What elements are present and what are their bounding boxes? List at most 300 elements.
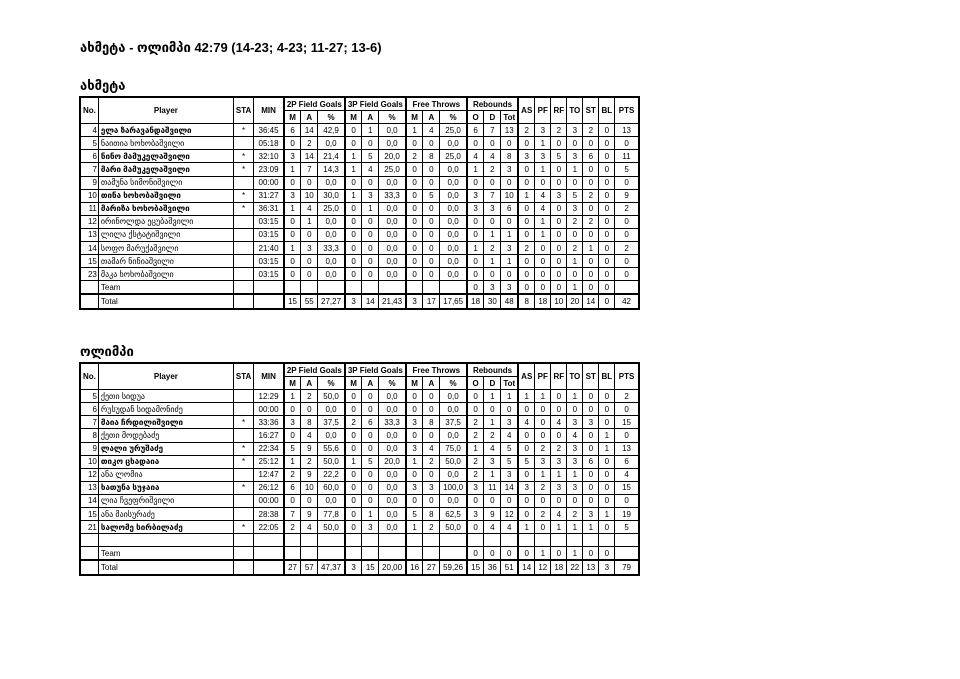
stat-rf: 4 xyxy=(551,508,567,521)
stat-to: 1 xyxy=(567,281,583,295)
stat-p2p: 0,0 xyxy=(318,215,345,228)
stat-p2p: 25,0 xyxy=(318,202,345,215)
stat-p3p: 0,0 xyxy=(379,468,406,481)
header-to: TO xyxy=(567,97,583,124)
stat-p3m: 0 xyxy=(345,255,362,268)
stat-pf: 0 xyxy=(535,176,551,189)
stat-pts: 0 xyxy=(615,215,639,228)
total-row xyxy=(80,560,639,574)
stat-bl: 0 xyxy=(599,242,615,255)
stat-rd: 0 xyxy=(484,494,501,507)
stat-fta: 0 xyxy=(423,137,440,150)
player-row xyxy=(80,124,639,137)
stat-st: 1 xyxy=(583,242,599,255)
stat-p3a: 0 xyxy=(362,390,379,403)
stat-p2m: 0 xyxy=(284,403,301,416)
stat-st: 0 xyxy=(583,176,599,189)
stat-p3p: 0,0 xyxy=(379,494,406,507)
stat-p3p: 0,0 xyxy=(379,255,406,268)
stat-p2m xyxy=(284,534,301,547)
stat-pts xyxy=(615,281,639,295)
subheader-m: M xyxy=(406,377,423,390)
stat-rd: 2 xyxy=(484,163,501,176)
stat-ro: 18 xyxy=(467,294,484,308)
player-number: 15 xyxy=(80,255,98,268)
stat-sta xyxy=(233,547,253,561)
stat-sta: * xyxy=(233,442,253,455)
stat-bl xyxy=(599,534,615,547)
stat-p3m: 0 xyxy=(345,508,362,521)
player-row xyxy=(80,163,639,176)
header-bl: BL xyxy=(599,97,615,124)
stat-rt: 0 xyxy=(501,494,518,507)
subheader-m: M xyxy=(284,111,301,124)
stat-ftm: 0 xyxy=(406,215,423,228)
stat-p3m: 0 xyxy=(345,228,362,241)
player-number: 7 xyxy=(80,416,98,429)
stat-bl: 0 xyxy=(599,294,615,308)
stat-rt: 0 xyxy=(501,176,518,189)
stat-p2a: 2 xyxy=(301,390,318,403)
player-name: Total xyxy=(98,560,233,574)
player-row xyxy=(80,268,639,281)
stat-p2p xyxy=(318,547,345,561)
stat-pts: 15 xyxy=(615,481,639,494)
player-row xyxy=(80,403,639,416)
stat-p3a: 0 xyxy=(362,242,379,255)
player-number: 6 xyxy=(80,403,98,416)
player-number: 9 xyxy=(80,442,98,455)
header-2p-field-goals: 2P Field Goals xyxy=(284,97,345,111)
stat-as: 14 xyxy=(518,560,535,574)
player-name: ირინოლდა ეცუბაშვილი xyxy=(98,215,233,228)
stat-rt: 51 xyxy=(501,560,518,574)
stat-ro: 0 xyxy=(467,521,484,534)
stat-fta: 8 xyxy=(423,416,440,429)
stat-p2a xyxy=(301,547,318,561)
stat-p3m xyxy=(345,534,362,547)
stat-pf: 0 xyxy=(535,255,551,268)
subheader-a: A xyxy=(423,111,440,124)
stat-p2m: 15 xyxy=(284,294,301,308)
stat-sta xyxy=(233,294,253,308)
stat-ftm: 0 xyxy=(406,468,423,481)
stat-to: 3 xyxy=(567,416,583,429)
stat-bl: 0 xyxy=(599,481,615,494)
stat-ftp: 75,0 xyxy=(440,442,467,455)
stat-rf: 0 xyxy=(551,176,567,189)
stat-p2m xyxy=(284,281,301,295)
stat-pf: 0 xyxy=(535,242,551,255)
stat-fta: 4 xyxy=(423,442,440,455)
stat-p3p: 0,0 xyxy=(379,228,406,241)
stat-pts: 0 xyxy=(615,429,639,442)
player-row xyxy=(80,228,639,241)
stat-bl: 1 xyxy=(599,429,615,442)
stat-pts: 0 xyxy=(615,176,639,189)
stat-p2m: 1 xyxy=(284,202,301,215)
stat-rt: 3 xyxy=(501,242,518,255)
stat-ftm: 16 xyxy=(406,560,423,574)
stat-pts: 0 xyxy=(615,137,639,150)
stat-bl: 0 xyxy=(599,228,615,241)
stat-p2a: 2 xyxy=(301,137,318,150)
stat-p3p: 0,0 xyxy=(379,390,406,403)
stat-min: 23:09 xyxy=(254,163,284,176)
subheader-pct: % xyxy=(379,377,406,390)
stat-p3p: 0,0 xyxy=(379,176,406,189)
player-name: მაია ჩრდილიშვილი xyxy=(98,416,233,429)
stat-p3p: 0,0 xyxy=(379,481,406,494)
header-min: MIN xyxy=(254,363,284,390)
header-pts: PTS xyxy=(615,97,639,124)
stat-pf: 0 xyxy=(535,403,551,416)
player-name: ელა ზარავანდაშვილი xyxy=(98,124,233,137)
stat-st: 3 xyxy=(583,508,599,521)
stat-st: 0 xyxy=(583,403,599,416)
stat-pf: 18 xyxy=(535,294,551,308)
player-name: ქეთი მოდებაძე xyxy=(98,429,233,442)
player-number: 7 xyxy=(80,163,98,176)
stat-as: 0 xyxy=(518,468,535,481)
stat-p3a: 0 xyxy=(362,137,379,150)
stat-ftp: 0,0 xyxy=(440,255,467,268)
stat-to: 3 xyxy=(567,202,583,215)
stat-p2p: 47,37 xyxy=(318,560,345,574)
player-row xyxy=(80,521,639,534)
player-row xyxy=(80,455,639,468)
stat-fta: 0 xyxy=(423,228,440,241)
stat-st: 2 xyxy=(583,124,599,137)
stat-rd: 2 xyxy=(484,429,501,442)
stat-to: 1 xyxy=(567,255,583,268)
stat-as xyxy=(518,534,535,547)
stat-p2a: 55 xyxy=(301,294,318,308)
stat-bl: 0 xyxy=(599,202,615,215)
stat-min: 03:15 xyxy=(254,268,284,281)
stat-pf: 0 xyxy=(535,268,551,281)
subheader-pct: % xyxy=(440,111,467,124)
stat-to: 1 xyxy=(567,468,583,481)
stat-pts: 0 xyxy=(615,494,639,507)
stat-p2a: 14 xyxy=(301,124,318,137)
stat-pts xyxy=(615,547,639,561)
stat-pts: 0 xyxy=(615,255,639,268)
stat-sta: * xyxy=(233,202,253,215)
stat-rf: 4 xyxy=(551,416,567,429)
subheader-d: D xyxy=(484,377,501,390)
stat-ftp: 0,0 xyxy=(440,268,467,281)
stat-rd: 0 xyxy=(484,268,501,281)
player-name: თიკო ცხადაია xyxy=(98,455,233,468)
stat-p2p: 55,6 xyxy=(318,442,345,455)
stat-st: 0 xyxy=(583,255,599,268)
stat-p3m: 0 xyxy=(345,468,362,481)
stat-ro: 0 xyxy=(467,403,484,416)
player-name: Team xyxy=(98,547,233,561)
stat-rf: 0 xyxy=(551,255,567,268)
stat-rd: 1 xyxy=(484,255,501,268)
stat-sta xyxy=(233,228,253,241)
stat-pf: 1 xyxy=(535,215,551,228)
stat-sta xyxy=(233,255,253,268)
player-name: ქეთი სიდუა xyxy=(98,390,233,403)
stat-sta: * xyxy=(233,150,253,163)
stat-st: 0 xyxy=(583,468,599,481)
player-row xyxy=(80,255,639,268)
stat-ftm: 0 xyxy=(406,202,423,215)
player-number: 5 xyxy=(80,137,98,150)
stat-p3a: 15 xyxy=(362,560,379,574)
stat-to: 0 xyxy=(567,137,583,150)
player-number: 14 xyxy=(80,494,98,507)
header-bl: BL xyxy=(599,363,615,390)
stat-p3m: 1 xyxy=(345,189,362,202)
player-number: 5 xyxy=(80,390,98,403)
stat-sta xyxy=(233,242,253,255)
player-name: თამარ ნინიაშვილი xyxy=(98,255,233,268)
stat-fta: 8 xyxy=(423,150,440,163)
stat-p2m: 0 xyxy=(284,268,301,281)
stat-p3a: 5 xyxy=(362,150,379,163)
stat-ftp: 0,0 xyxy=(440,176,467,189)
stat-p2a: 9 xyxy=(301,508,318,521)
player-number xyxy=(80,294,98,308)
stat-ro: 4 xyxy=(467,150,484,163)
stat-p3p: 20,0 xyxy=(379,150,406,163)
player-row xyxy=(80,215,639,228)
stat-as: 0 xyxy=(518,268,535,281)
player-number: 11 xyxy=(80,202,98,215)
stat-bl: 0 xyxy=(599,124,615,137)
box-score-table-home xyxy=(79,96,640,310)
stat-ro: 3 xyxy=(467,481,484,494)
stat-to: 3 xyxy=(567,150,583,163)
team-row xyxy=(80,534,639,547)
stat-ftm: 3 xyxy=(406,294,423,308)
stat-as: 0 xyxy=(518,403,535,416)
stat-ftp: 59,26 xyxy=(440,560,467,574)
stat-st: 0 xyxy=(583,281,599,295)
header-as: AS xyxy=(518,97,535,124)
stat-rd: 11 xyxy=(484,481,501,494)
stat-p2m: 6 xyxy=(284,124,301,137)
subheader-d: D xyxy=(484,111,501,124)
header-st: ST xyxy=(583,97,599,124)
stat-ftm: 0 xyxy=(406,494,423,507)
stat-as: 0 xyxy=(518,547,535,561)
stat-st: 3 xyxy=(583,416,599,429)
stat-min: 31:27 xyxy=(254,189,284,202)
subheader-a: A xyxy=(301,377,318,390)
stat-fta: 0 xyxy=(423,163,440,176)
player-name: ხათუნა სუჯაია xyxy=(98,481,233,494)
stat-p3a: 0 xyxy=(362,442,379,455)
stat-pts: 5 xyxy=(615,521,639,534)
stat-rt: 0 xyxy=(501,215,518,228)
stat-rt xyxy=(501,534,518,547)
team-row xyxy=(80,281,639,295)
player-name: ლალი ურუშაძე xyxy=(98,442,233,455)
stat-fta xyxy=(423,547,440,561)
stat-ro: 0 xyxy=(467,268,484,281)
stat-p3m: 0 xyxy=(345,403,362,416)
stat-ftp xyxy=(440,534,467,547)
stat-p3m: 0 xyxy=(345,202,362,215)
stat-pf: 1 xyxy=(535,390,551,403)
player-row xyxy=(80,150,639,163)
player-name: თინა ხოხობაშვილი xyxy=(98,189,233,202)
stat-p3a xyxy=(362,534,379,547)
stat-rd: 30 xyxy=(484,294,501,308)
stat-ftm: 0 xyxy=(406,176,423,189)
stat-bl: 0 xyxy=(599,163,615,176)
stat-ftp: 0,0 xyxy=(440,390,467,403)
stat-p2a xyxy=(301,534,318,547)
stat-p2a: 10 xyxy=(301,189,318,202)
stat-bl: 0 xyxy=(599,547,615,561)
header-3p-field-goals: 3P Field Goals xyxy=(345,97,406,111)
stat-min: 22:34 xyxy=(254,442,284,455)
stat-p2m: 2 xyxy=(284,468,301,481)
stat-p2m: 2 xyxy=(284,521,301,534)
stat-fta: 0 xyxy=(423,403,440,416)
stat-ftm: 3 xyxy=(406,442,423,455)
stat-pf: 12 xyxy=(535,560,551,574)
total-row xyxy=(80,294,639,308)
player-number: 23 xyxy=(80,268,98,281)
header-pts: PTS xyxy=(615,363,639,390)
stat-to: 2 xyxy=(567,215,583,228)
stat-rf: 0 xyxy=(551,163,567,176)
stat-sta: * xyxy=(233,416,253,429)
header-row xyxy=(80,97,639,111)
stat-p3a: 3 xyxy=(362,189,379,202)
stat-st xyxy=(583,534,599,547)
stat-to: 1 xyxy=(567,163,583,176)
stat-p3m: 0 xyxy=(345,268,362,281)
stat-p2p: 0,0 xyxy=(318,137,345,150)
stat-ftp: 0,0 xyxy=(440,494,467,507)
stat-bl: 0 xyxy=(599,281,615,295)
player-number: 12 xyxy=(80,468,98,481)
stat-to: 2 xyxy=(567,508,583,521)
stat-rf: 0 xyxy=(551,202,567,215)
stat-as: 4 xyxy=(518,416,535,429)
stat-to: 22 xyxy=(567,560,583,574)
stat-p3a: 0 xyxy=(362,494,379,507)
stat-bl: 0 xyxy=(599,416,615,429)
stat-sta xyxy=(233,429,253,442)
stat-to: 20 xyxy=(567,294,583,308)
stat-rt: 1 xyxy=(501,390,518,403)
stat-bl: 0 xyxy=(599,215,615,228)
stat-p2p: 0,0 xyxy=(318,429,345,442)
stat-ro: 1 xyxy=(467,242,484,255)
player-row xyxy=(80,468,639,481)
stat-sta: * xyxy=(233,189,253,202)
player-row xyxy=(80,442,639,455)
player-number: 4 xyxy=(80,124,98,137)
stat-to: 0 xyxy=(567,403,583,416)
stat-to: 3 xyxy=(567,481,583,494)
stat-bl: 0 xyxy=(599,455,615,468)
stat-ftp: 0,0 xyxy=(440,137,467,150)
stat-rd: 0 xyxy=(484,215,501,228)
stat-rd: 2 xyxy=(484,242,501,255)
stat-ftp: 0,0 xyxy=(440,228,467,241)
stat-rt: 5 xyxy=(501,442,518,455)
subheader-a: A xyxy=(301,111,318,124)
stat-as: 0 xyxy=(518,255,535,268)
stat-ftp: 0,0 xyxy=(440,189,467,202)
player-name: მარი მამუკელაშვილი xyxy=(98,163,233,176)
header-pf: PF xyxy=(535,97,551,124)
stat-p2a: 0 xyxy=(301,255,318,268)
stat-rt: 0 xyxy=(501,403,518,416)
stat-pf: 1 xyxy=(535,468,551,481)
stat-as: 3 xyxy=(518,150,535,163)
stat-ftm: 0 xyxy=(406,228,423,241)
stat-pf: 2 xyxy=(535,481,551,494)
stat-ftp: 0,0 xyxy=(440,215,467,228)
stat-rd: 4 xyxy=(484,521,501,534)
stat-sta xyxy=(233,403,253,416)
stat-p3p: 0,0 xyxy=(379,403,406,416)
stat-p3p: 0,0 xyxy=(379,521,406,534)
stat-p2a: 0 xyxy=(301,268,318,281)
stat-bl: 0 xyxy=(599,189,615,202)
stat-p2p: 60,0 xyxy=(318,481,345,494)
stat-rf: 0 xyxy=(551,547,567,561)
stat-to xyxy=(567,534,583,547)
player-number xyxy=(80,281,98,295)
stat-rf: 0 xyxy=(551,494,567,507)
stat-min: 03:15 xyxy=(254,255,284,268)
stat-p3m: 0 xyxy=(345,176,362,189)
stat-fta: 3 xyxy=(423,481,440,494)
stat-fta: 2 xyxy=(423,455,440,468)
stat-p3a xyxy=(362,281,379,295)
stat-rd: 36 xyxy=(484,560,501,574)
stat-p3m: 2 xyxy=(345,416,362,429)
stat-pts: 0 xyxy=(615,403,639,416)
stat-p2m: 3 xyxy=(284,189,301,202)
stat-p3p: 0,0 xyxy=(379,242,406,255)
stat-p3a: 14 xyxy=(362,294,379,308)
stat-ftp: 62,5 xyxy=(440,508,467,521)
stat-p3a: 0 xyxy=(362,255,379,268)
stat-ftm: 3 xyxy=(406,481,423,494)
subheader-a: A xyxy=(362,111,379,124)
player-number: 12 xyxy=(80,215,98,228)
stat-p2p: 50,0 xyxy=(318,521,345,534)
game-title: ახმეტა - ოლიმპი 42:79 (14-23; 4-23; 11-27; 13-6) xyxy=(80,40,382,55)
stat-p3m: 3 xyxy=(345,294,362,308)
stat-pts: 9 xyxy=(615,189,639,202)
stat-as: 0 xyxy=(518,215,535,228)
stat-to: 5 xyxy=(567,189,583,202)
stat-rf: 0 xyxy=(551,429,567,442)
stat-rt: 10 xyxy=(501,189,518,202)
stat-ro xyxy=(467,534,484,547)
header-st: ST xyxy=(583,363,599,390)
stat-rt: 4 xyxy=(501,429,518,442)
stat-rt: 3 xyxy=(501,416,518,429)
stat-bl: 0 xyxy=(599,268,615,281)
stat-to: 3 xyxy=(567,124,583,137)
stat-ftp: 17,65 xyxy=(440,294,467,308)
